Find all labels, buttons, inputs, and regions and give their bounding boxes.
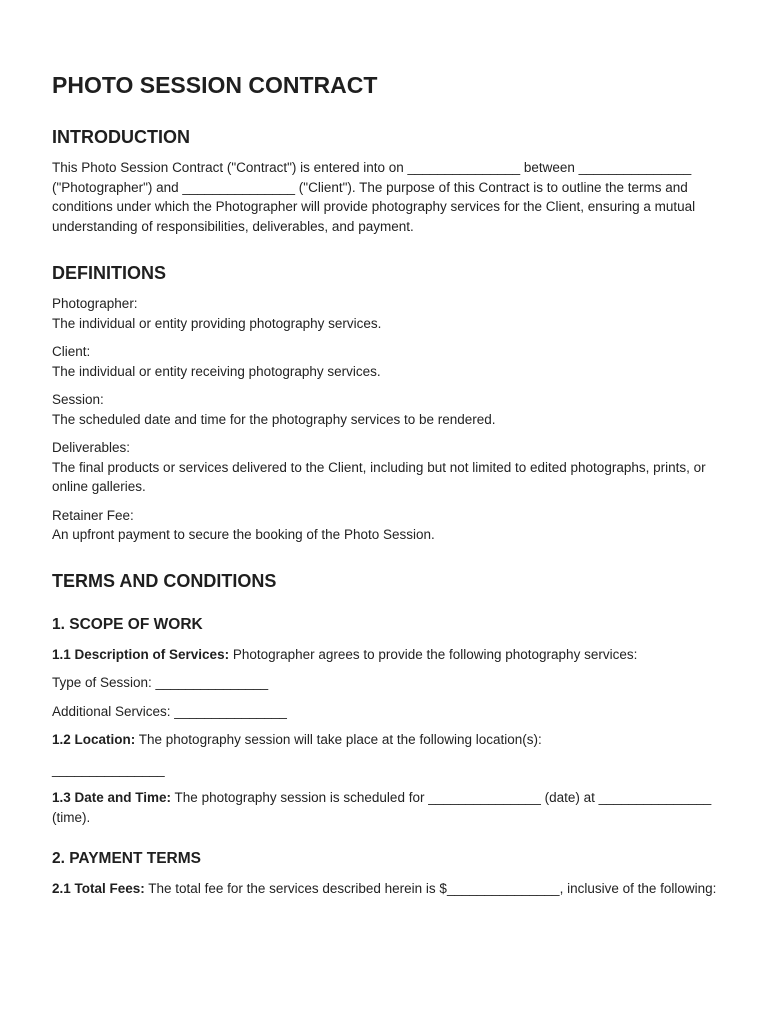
definition-term: Deliverables: — [52, 440, 131, 455]
introduction-heading: INTRODUCTION — [52, 127, 190, 147]
definition-term: Retainer Fee: — [52, 507, 134, 523]
clause-1-2 — [52, 730, 718, 750]
clause-label: 1.1 Description of Services: — [52, 646, 230, 662]
definition-description: The individual or entity providing photography services. — [52, 315, 382, 331]
scope-of-work-heading: 1. SCOPE OF WORK — [52, 615, 203, 633]
document-title: PHOTO SESSION CONTRACT — [52, 72, 378, 98]
additional-services-field: Additional Services: _______________ — [52, 703, 287, 719]
definition-term: Photographer: — [52, 296, 138, 311]
terms-heading: TERMS AND CONDITIONS — [52, 570, 277, 591]
definitions-list — [52, 294, 718, 545]
clause-text: The photography session will take place at the following location(s): — [135, 732, 542, 747]
clause-label: 1.3 Date and Time: — [52, 790, 172, 805]
location-blank: _______________ — [52, 761, 165, 777]
clause-1-1 — [52, 645, 718, 665]
clause-text: Photographer agrees to provide the following photography services: — [229, 646, 638, 662]
definition-term: Session: — [52, 392, 104, 407]
definition-item — [52, 342, 718, 381]
definition-item — [52, 506, 718, 545]
clause-label: 2.1 Total Fees: — [52, 881, 145, 896]
definition-description: An upfront payment to secure the booking of the Photo Session. — [52, 527, 435, 542]
definition-description: The final products or services delivered to the Client, including but not limited to edited photographs, prints, or online galleries. — [52, 459, 706, 494]
definition-item — [52, 438, 718, 497]
clause-text: The total fee for the services described herein is $_______________, inclusive of the following: — [144, 881, 717, 896]
definition-item — [52, 294, 718, 333]
definition-description: The individual or entity receiving photography services. — [52, 363, 381, 379]
clause-1-3 — [52, 788, 718, 827]
definition-description: The scheduled date and time for the photography services to be rendered. — [52, 411, 496, 427]
type-of-session-field: Type of Session: _______________ — [52, 675, 269, 690]
payment-terms-heading: 2. PAYMENT TERMS — [52, 850, 201, 867]
clause-text: The photography session is scheduled for _______________ (date) at _______________ (time). — [52, 790, 712, 825]
definitions-heading: DEFINITIONS — [52, 263, 167, 283]
introduction-text: This Photo Session Contract ("Contract") is entered into on _______________ between _______________ ("Photographer") and _______________ ("Client"). The purpose of this Contract is to outline the terms and conditions under which the Photographer will provide photography services for the Client, ensuring a mutual understanding of responsibilities, deliverables, and payment. — [52, 160, 696, 234]
clause-2-1 — [52, 879, 718, 899]
definition-term: Client: — [52, 344, 91, 359]
definition-item — [52, 390, 718, 429]
clause-label: 1.2 Location: — [52, 732, 136, 747]
